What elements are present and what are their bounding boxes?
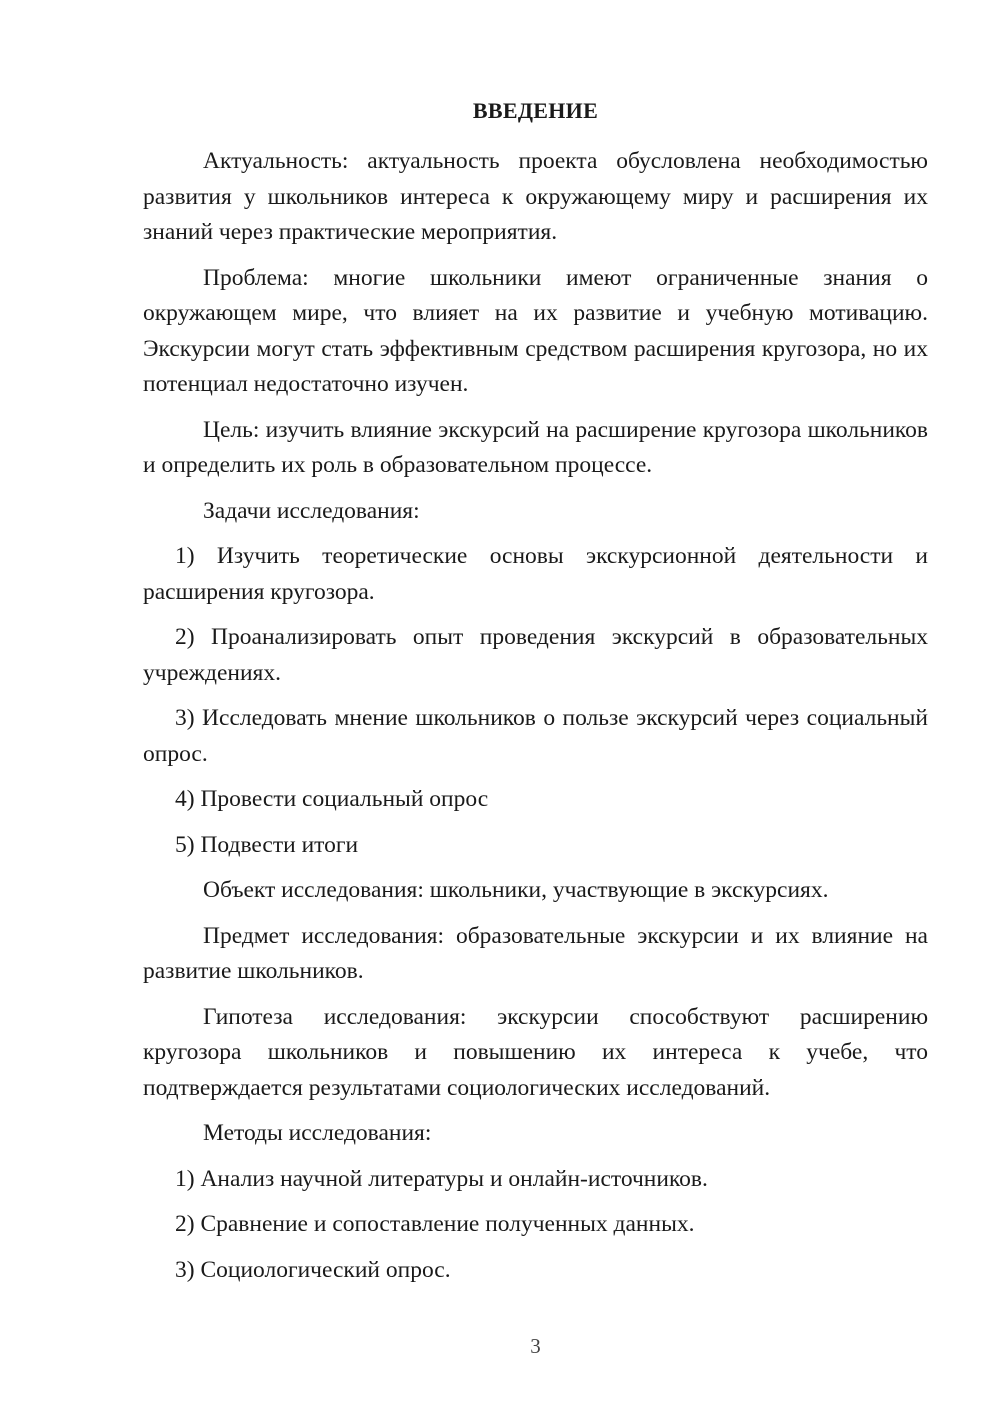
task-item-5: 5) Подвести итоги <box>175 831 359 858</box>
paragraph-problem: Проблема: многие школьники имеют ограниченные знания о окружающем мире, что влияет на их развитие и учебную мотивацию. Экскурсии могут стать эффективным средством расширения кругозора, но их потенциал недостаточно изучен. <box>143 264 928 397</box>
task-item-1: 1) Изучить теоретические основы экскурсионной деятельности и расширения кругозора. <box>143 543 928 605</box>
method-item-2: 2) Сравнение и сопоставление полученных данных. <box>175 1211 695 1237</box>
task-item-2: 2) Проанализировать опыт проведения экскурсий в образовательных учреждениях. <box>143 624 928 686</box>
task-item-3: 3) Исследовать мнение школьников о пользе экскурсий через социальный опрос. <box>143 705 928 767</box>
paragraph-goal: Цель: изучить влияние экскурсий на расширение кругозора школьников и определить их роль в образовательном процессе. <box>143 416 928 478</box>
section-title: ВВЕДЕНИЕ <box>472 98 599 123</box>
paragraph-relevance: Актуальность: актуальность проекта обусловлена необходимостью развития у школьников интереса к окружающему миру и расширения их знаний через практические мероприятия. <box>143 148 928 245</box>
paragraph-object: Объект исследования: школьники, участвующие в экскурсиях. <box>203 877 829 903</box>
paragraph-hypothesis: Гипотеза исследования: экскурсии способствуют расширению кругозора школьников и повышению их интереса к учебе, что подтверждается результатами социологических исследований. <box>143 1003 928 1101</box>
paragraph-tasks-heading: Задачи исследования: <box>203 497 420 524</box>
document-body <box>143 144 928 1298</box>
method-item-3: 3) Социологический опрос. <box>175 1256 451 1283</box>
page-number: 3 <box>530 1334 541 1358</box>
paragraph-subject: Предмет исследования: образовательные экскурсии и их влияние на развитие школьников. <box>143 922 928 984</box>
method-item-1: 1) Анализ научной литературы и онлайн-источников. <box>175 1165 708 1192</box>
task-item-4: 4) Провести социальный опрос <box>175 786 489 812</box>
paragraph-methods-heading: Методы исследования: <box>203 1120 432 1146</box>
